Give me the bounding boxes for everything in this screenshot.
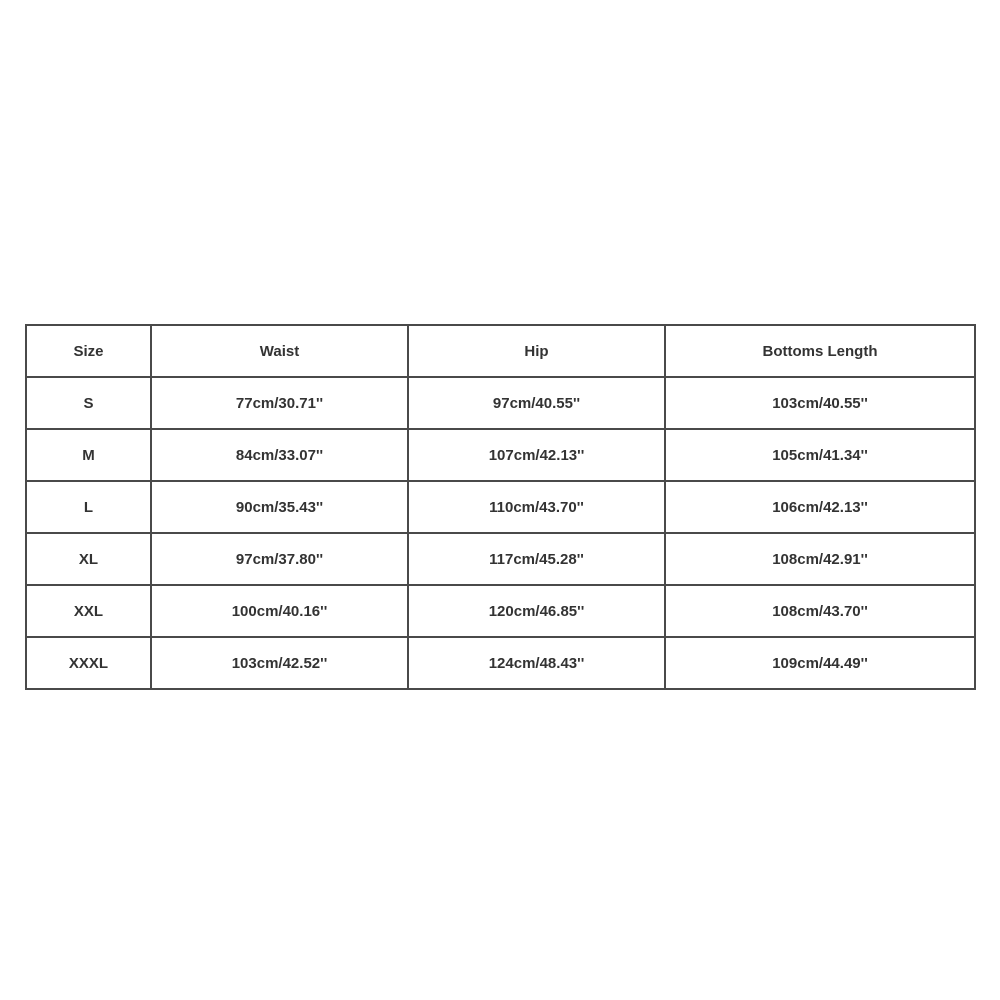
cell-waist: 100cm/40.16'' (151, 585, 408, 637)
cell-hip: 107cm/42.13'' (408, 429, 665, 481)
table-row (26, 429, 975, 481)
cell-size: L (26, 481, 151, 533)
cell-size: XXXL (26, 637, 151, 689)
cell-size: M (26, 429, 151, 481)
cell-bottoms-length: 109cm/44.49'' (665, 637, 975, 689)
cell-bottoms-length: 105cm/41.34'' (665, 429, 975, 481)
cell-size: XL (26, 533, 151, 585)
table-row (26, 533, 975, 585)
header-bottoms-length: Bottoms Length (665, 325, 975, 377)
cell-hip: 97cm/40.55'' (408, 377, 665, 429)
cell-bottoms-length: 103cm/40.55'' (665, 377, 975, 429)
cell-bottoms-length: 106cm/42.13'' (665, 481, 975, 533)
cell-size: S (26, 377, 151, 429)
cell-hip: 110cm/43.70'' (408, 481, 665, 533)
cell-hip: 124cm/48.43'' (408, 637, 665, 689)
table-row (26, 637, 975, 689)
cell-waist: 84cm/33.07'' (151, 429, 408, 481)
size-chart-table (25, 324, 976, 690)
table-row (26, 585, 975, 637)
table-header-row (26, 325, 975, 377)
header-size: Size (26, 325, 151, 377)
cell-waist: 103cm/42.52'' (151, 637, 408, 689)
cell-waist: 97cm/37.80'' (151, 533, 408, 585)
cell-waist: 77cm/30.71'' (151, 377, 408, 429)
cell-bottoms-length: 108cm/43.70'' (665, 585, 975, 637)
table-row (26, 481, 975, 533)
cell-waist: 90cm/35.43'' (151, 481, 408, 533)
cell-size: XXL (26, 585, 151, 637)
table-row (26, 377, 975, 429)
header-waist: Waist (151, 325, 408, 377)
cell-hip: 120cm/46.85'' (408, 585, 665, 637)
cell-hip: 117cm/45.28'' (408, 533, 665, 585)
header-hip: Hip (408, 325, 665, 377)
cell-bottoms-length: 108cm/42.91'' (665, 533, 975, 585)
